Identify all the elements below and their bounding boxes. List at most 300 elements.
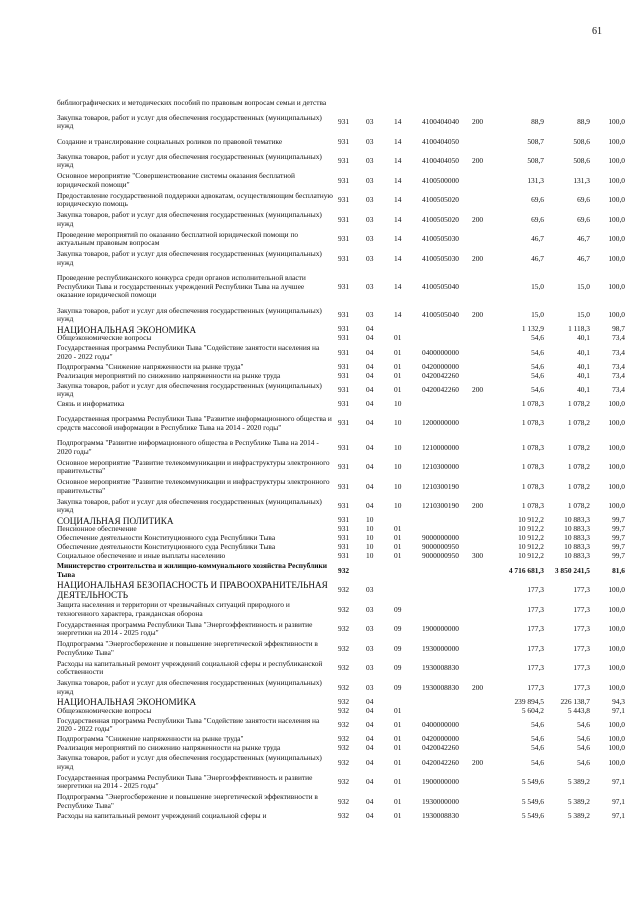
row-executed-amount-cell: 69,6 — [577, 214, 590, 224]
row-name-cell: Закупка товаров, работ и услуг для обеспечения государственных (муниципальных) нужд — [57, 151, 322, 170]
row-execution-percent-cell: 100,0 — [608, 604, 625, 614]
table-row — [57, 409, 629, 438]
row-subsection-code-cell: 10 — [394, 481, 402, 491]
row-subsection-code-cell: 14 — [394, 253, 402, 263]
row-execution-percent-cell: 100,0 — [608, 253, 625, 263]
table-row — [57, 343, 629, 363]
row-name-cell: Обеспечение деятельности Конституционного суда Республики Тыва — [57, 533, 276, 543]
row-subsection-code-cell: 01 — [394, 333, 402, 343]
row-section-code-cell: 04 — [366, 501, 374, 511]
row-executed-amount-cell: 177,3 — [573, 682, 590, 692]
row-subsection-code-cell: 14 — [394, 310, 402, 320]
row-execution-percent-cell: 99,7 — [612, 551, 625, 561]
row-target-article-cell: 1210300190 — [422, 501, 459, 511]
row-department-code-cell: 932 — [338, 720, 350, 730]
row-department-code-cell: 932 — [338, 604, 350, 614]
row-subsection-code-cell: 10 — [394, 399, 402, 409]
row-name-cell: Реализация мероприятий по снижению напряженности на рынке труда — [57, 370, 281, 380]
row-execution-percent-cell: 97,1 — [612, 705, 625, 715]
row-name-cell: Создание и транслирование социальных роликов по правовой тематике — [57, 136, 283, 146]
row-executed-amount-cell: 177,3 — [573, 624, 590, 634]
row-executed-amount-cell: 10 883,3 — [564, 551, 590, 561]
row-planned-amount-cell: 5 549,6 — [521, 796, 544, 806]
table-row — [57, 620, 629, 640]
row-planned-amount-cell: 1 078,3 — [521, 481, 544, 491]
row-department-code-cell: 931 — [338, 324, 350, 334]
row-subsection-code-cell: 09 — [394, 604, 402, 614]
row-execution-percent-cell: 100,0 — [608, 501, 625, 511]
row-planned-amount-cell: 88,9 — [531, 117, 544, 127]
row-planned-amount-cell: 54,6 — [531, 361, 544, 371]
row-section-code-cell: 04 — [366, 324, 374, 334]
row-expense-type-cell: 200 — [472, 757, 484, 767]
row-name-cell: Основное мероприятие "Совершенствование системы оказания бесплатной юридической помощи" — [57, 171, 295, 189]
row-subsection-code-cell: 01 — [394, 542, 402, 552]
row-expense-type-cell: 200 — [472, 501, 484, 511]
row-department-code-cell: 931 — [338, 195, 350, 205]
row-name-cell: Закупка товаров, работ и услуг для обеспечения государственных (муниципальных) нужд — [57, 678, 322, 696]
row-name-cell: Расходы на капитальный ремонт учреждений социальной сферы и — [57, 810, 267, 820]
table-row — [57, 210, 629, 230]
table-row — [57, 753, 629, 773]
row-executed-amount-cell: 1 118,3 — [568, 324, 590, 334]
row-execution-percent-cell: 100,0 — [608, 214, 625, 224]
row-name-cell: Министерство строительства и жилищно-коммунального хозяйства Республики Тыва — [57, 561, 328, 579]
row-section-code-cell: 04 — [366, 347, 374, 357]
table-row — [57, 249, 629, 269]
table-row — [57, 678, 629, 698]
row-section-code-cell: 03 — [366, 585, 374, 595]
row-expense-type-cell: 200 — [472, 310, 484, 320]
row-executed-amount-cell: 1 078,2 — [567, 418, 590, 428]
row-execution-percent-cell: 100,0 — [608, 624, 625, 634]
row-executed-amount-cell: 1 078,2 — [567, 501, 590, 511]
row-target-article-cell: 1900000000 — [422, 624, 459, 634]
row-planned-amount-cell: 177,3 — [527, 624, 544, 634]
table-row — [57, 561, 629, 581]
row-planned-amount-cell: 69,6 — [531, 195, 544, 205]
row-section-code-cell: 10 — [366, 542, 374, 552]
row-execution-percent-cell: 100,0 — [608, 743, 625, 753]
row-subsection-code-cell: 01 — [394, 361, 402, 371]
row-executed-amount-cell: 40,1 — [577, 333, 590, 343]
row-name-cell: Подпрограмма "Развитие информационного общества в Республике Тыва на 2014 - 2020 годы" — [57, 438, 319, 456]
row-executed-amount-cell: 40,1 — [577, 370, 590, 380]
table-row — [57, 773, 629, 793]
row-department-code-cell: 931 — [338, 370, 350, 380]
row-section-code-cell: 03 — [366, 156, 374, 166]
row-execution-percent-cell: 73,4 — [612, 347, 625, 357]
row-subsection-code-cell: 01 — [394, 777, 402, 787]
row-planned-amount-cell: 46,7 — [531, 253, 544, 263]
row-planned-amount-cell: 508,7 — [527, 136, 544, 146]
table-row — [57, 707, 629, 716]
table-row — [57, 552, 629, 561]
row-planned-amount-cell: 54,6 — [531, 734, 544, 744]
row-executed-amount-cell: 177,3 — [573, 663, 590, 673]
row-section-code-cell: 04 — [366, 796, 374, 806]
row-section-code-cell: 03 — [366, 195, 374, 205]
row-target-article-cell: 1930008830 — [422, 663, 459, 673]
row-section-code-cell: 03 — [366, 624, 374, 634]
row-target-article-cell: 9000000950 — [422, 542, 459, 552]
row-executed-amount-cell: 131,3 — [573, 175, 590, 185]
row-executed-amount-cell: 226 138,7 — [560, 696, 590, 706]
row-department-code-cell: 932 — [338, 696, 350, 706]
row-section-code-cell: 03 — [366, 682, 374, 692]
row-execution-percent-cell: 99,7 — [612, 515, 625, 525]
table-row — [57, 477, 629, 497]
row-section-code-cell: 04 — [366, 696, 374, 706]
row-department-code-cell: 931 — [338, 481, 350, 491]
row-subsection-code-cell: 10 — [394, 462, 402, 472]
row-name-cell: Подпрограмма "Снижение напряженности на рынке труда" — [57, 361, 244, 371]
row-name-cell: Защита населения и территории от чрезвычайных ситуаций природного и техногенного характера, гражданская оборона — [57, 600, 290, 618]
row-name-cell: Закупка товаров, работ и услуг для обеспечения государственных (муниципальных) нужд — [57, 112, 322, 131]
row-target-article-cell: 4100505040 — [422, 310, 459, 320]
row-target-article-cell: 4100505040 — [422, 281, 459, 291]
row-name-cell: Закупка товаров, работ и услуг для обеспечения государственных (муниципальных) нужд — [57, 496, 322, 515]
row-section-code-cell: 04 — [366, 462, 374, 472]
row-planned-amount-cell: 10 912,2 — [518, 542, 544, 552]
row-execution-percent-cell: 100,0 — [608, 156, 625, 166]
row-planned-amount-cell: 239 894,5 — [514, 696, 544, 706]
row-executed-amount-cell: 5 443,8 — [567, 705, 590, 715]
row-subsection-code-cell: 01 — [394, 370, 402, 380]
row-name-cell: Закупка товаров, работ и услуг для обеспечения государственных (муниципальных) нужд — [57, 753, 322, 771]
row-name-cell: НАЦИОНАЛЬНАЯ БЕЗОПАСНОСТЬ И ПРАВООХРАНИТЕЛЬНАЯ ДЕЯТЕЛЬНОСТЬ — [57, 580, 328, 601]
table-row — [57, 792, 629, 812]
row-execution-percent-cell: 100,0 — [608, 481, 625, 491]
row-section-code-cell: 04 — [366, 442, 374, 452]
row-execution-percent-cell: 73,4 — [612, 333, 625, 343]
row-planned-amount-cell: 10 912,2 — [518, 551, 544, 561]
row-planned-amount-cell: 1 078,3 — [521, 418, 544, 428]
row-name-cell: Проведение мероприятий по оказанию бесплатной юридической помощи по актуальным правовым вопросам — [57, 229, 299, 248]
row-department-code-cell: 931 — [338, 551, 350, 561]
row-subsection-code-cell: 01 — [394, 796, 402, 806]
row-planned-amount-cell: 10 912,2 — [518, 533, 544, 543]
row-executed-amount-cell: 40,1 — [577, 385, 590, 395]
row-target-article-cell: 4100404050 — [422, 156, 459, 166]
row-executed-amount-cell: 54,6 — [577, 720, 590, 730]
row-executed-amount-cell: 54,6 — [577, 757, 590, 767]
row-target-article-cell: 0420042260 — [422, 757, 459, 767]
row-name-cell: Общеэкономические вопросы — [57, 333, 152, 343]
row-department-code-cell: 932 — [338, 777, 350, 787]
row-subsection-code-cell: 10 — [394, 501, 402, 511]
row-planned-amount-cell: 5 549,6 — [521, 810, 544, 820]
row-section-code-cell: 03 — [366, 253, 374, 263]
row-section-code-cell: 04 — [366, 385, 374, 395]
row-subsection-code-cell: 01 — [394, 524, 402, 534]
table-row — [57, 334, 629, 343]
row-subsection-code-cell: 01 — [394, 533, 402, 543]
row-planned-amount-cell: 177,3 — [527, 682, 544, 692]
row-department-code-cell: 932 — [338, 643, 350, 653]
row-target-article-cell: 4100505020 — [422, 214, 459, 224]
row-section-code-cell: 03 — [366, 281, 374, 291]
row-subsection-code-cell: 09 — [394, 682, 402, 692]
row-department-code-cell: 931 — [338, 361, 350, 371]
row-subsection-code-cell: 10 — [394, 418, 402, 428]
row-section-code-cell: 04 — [366, 333, 374, 343]
row-executed-amount-cell: 40,1 — [577, 347, 590, 357]
row-executed-amount-cell: 177,3 — [573, 643, 590, 653]
row-planned-amount-cell: 54,6 — [531, 333, 544, 343]
row-executed-amount-cell: 177,3 — [573, 585, 590, 595]
row-execution-percent-cell: 97,1 — [612, 796, 625, 806]
row-section-code-cell: 04 — [366, 705, 374, 715]
row-executed-amount-cell: 46,7 — [577, 253, 590, 263]
row-target-article-cell: 0420042260 — [422, 743, 459, 753]
table-row — [57, 269, 629, 306]
row-section-code-cell: 04 — [366, 743, 374, 753]
row-planned-amount-cell: 508,7 — [527, 156, 544, 166]
row-name-cell: Расходы на капитальный ремонт учреждений социальной сферы и республиканской собственности — [57, 658, 323, 677]
row-department-code-cell: 931 — [338, 399, 350, 409]
row-planned-amount-cell: 1 078,3 — [521, 462, 544, 472]
row-target-article-cell: 1930008830 — [422, 682, 459, 692]
table-row — [57, 306, 629, 326]
row-executed-amount-cell: 10 883,3 — [564, 524, 590, 534]
row-executed-amount-cell: 54,6 — [577, 743, 590, 753]
row-subsection-code-cell: 09 — [394, 663, 402, 673]
row-department-code-cell: 931 — [338, 542, 350, 552]
row-target-article-cell: 4100505030 — [422, 253, 459, 263]
row-target-article-cell: 4100505020 — [422, 195, 459, 205]
row-executed-amount-cell: 1 078,2 — [567, 462, 590, 472]
row-section-code-cell: 04 — [366, 734, 374, 744]
row-section-code-cell: 04 — [366, 810, 374, 820]
row-name-cell: Закупка товаров, работ и услуг для обеспечения государственных (муниципальных) нужд — [57, 380, 322, 399]
row-planned-amount-cell: 54,6 — [531, 720, 544, 730]
table-row — [57, 132, 629, 152]
row-execution-percent-cell: 100,0 — [608, 757, 625, 767]
row-executed-amount-cell: 1 078,2 — [567, 399, 590, 409]
row-execution-percent-cell: 97,1 — [612, 810, 625, 820]
row-executed-amount-cell: 508,6 — [573, 136, 590, 146]
row-section-code-cell: 03 — [366, 175, 374, 185]
row-subsection-code-cell: 09 — [394, 643, 402, 653]
row-execution-percent-cell: 100,0 — [608, 281, 625, 291]
row-planned-amount-cell: 1 078,3 — [521, 501, 544, 511]
row-name-cell: Государственная программа Республики Тыва "Энергоэффективность и развитие энергетики на 2014 - 2025 годы" — [57, 772, 313, 791]
row-department-code-cell: 931 — [338, 253, 350, 263]
row-section-code-cell: 03 — [366, 136, 374, 146]
row-target-article-cell: 0420000000 — [422, 361, 459, 371]
row-expense-type-cell: 200 — [472, 214, 484, 224]
row-execution-percent-cell: 99,7 — [612, 533, 625, 543]
row-name-cell: НАЦИОНАЛЬНАЯ ЭКОНОМИКА — [57, 324, 197, 335]
row-subsection-code-cell: 01 — [394, 757, 402, 767]
row-executed-amount-cell: 508,6 — [573, 156, 590, 166]
row-name-cell: Государственная программа Республики Тыва "Развитие информационного общества и средств массовой информации в Республике Тыва на 2014 - 2020 годы" — [57, 414, 332, 432]
row-department-code-cell: 931 — [338, 418, 350, 428]
row-target-article-cell: 0420042260 — [422, 385, 459, 395]
row-section-code-cell: 04 — [366, 399, 374, 409]
row-target-article-cell: 1210300000 — [422, 462, 459, 472]
row-expense-type-cell: 300 — [472, 551, 484, 561]
table-row — [57, 716, 629, 736]
row-target-article-cell: 1200000000 — [422, 418, 459, 428]
row-subsection-code-cell: 14 — [394, 136, 402, 146]
row-execution-percent-cell: 73,4 — [612, 361, 625, 371]
table-row — [57, 191, 629, 211]
row-department-code-cell: 931 — [338, 442, 350, 452]
row-execution-percent-cell: 81,6 — [612, 565, 625, 575]
row-execution-percent-cell: 99,7 — [612, 542, 625, 552]
row-planned-amount-cell: 1 078,3 — [521, 442, 544, 452]
row-name-cell: НАЦИОНАЛЬНАЯ ЭКОНОМИКА — [57, 697, 197, 707]
row-executed-amount-cell: 10 883,3 — [564, 542, 590, 552]
row-name-cell: Проведение республиканского конкурса среди органов исполнительной власти Республики Тыва и государственных учреждений Республики Тыва на лучшее оказание юридической помощи — [57, 273, 306, 300]
row-executed-amount-cell: 1 078,2 — [567, 481, 590, 491]
row-department-code-cell: 931 — [338, 310, 350, 320]
row-name-cell: Основное мероприятие "Развитие телекоммуникации и инфраструктуры электронного правительства" — [57, 477, 330, 495]
row-section-code-cell: 03 — [366, 643, 374, 653]
row-subsection-code-cell: 14 — [394, 234, 402, 244]
row-name-cell: Обеспечение деятельности Конституционного суда Республики Тыва — [57, 542, 276, 552]
row-subsection-code-cell: 01 — [394, 347, 402, 357]
row-department-code-cell: 931 — [338, 524, 350, 534]
row-name-cell: Государственная программа Республики Тыва "Энергоэффективность и развитие энергетики на 2014 - 2025 годы" — [57, 619, 313, 638]
row-execution-percent-cell: 100,0 — [608, 585, 625, 595]
row-department-code-cell: 931 — [338, 156, 350, 166]
row-subsection-code-cell: 01 — [394, 551, 402, 561]
row-section-code-cell: 04 — [366, 757, 374, 767]
row-planned-amount-cell: 46,7 — [531, 234, 544, 244]
row-subsection-code-cell: 01 — [394, 385, 402, 395]
row-executed-amount-cell: 15,0 — [577, 310, 590, 320]
row-planned-amount-cell: 10 912,2 — [518, 524, 544, 534]
table-row — [57, 497, 629, 517]
row-planned-amount-cell: 177,3 — [527, 643, 544, 653]
row-department-code-cell: 931 — [338, 136, 350, 146]
row-name-cell: СОЦИАЛЬНАЯ ПОЛИТИКА — [57, 515, 174, 526]
row-name-cell: Социальное обеспечение и иные выплаты населению — [57, 551, 226, 561]
row-target-article-cell: 1210300190 — [422, 481, 459, 491]
table-row — [57, 458, 629, 478]
row-planned-amount-cell: 177,3 — [527, 604, 544, 614]
row-section-code-cell: 03 — [366, 663, 374, 673]
row-name-cell: Реализация мероприятий по снижению напряженности на рынке труда — [57, 743, 281, 753]
row-subsection-code-cell: 01 — [394, 734, 402, 744]
row-executed-amount-cell: 54,6 — [577, 734, 590, 744]
row-target-article-cell: 1210000000 — [422, 442, 459, 452]
row-name-cell: Государственная программа Республики Тыва "Содействие занятости населения на 2020 - 2022 годы" — [57, 343, 320, 361]
row-execution-percent-cell: 98,7 — [612, 324, 625, 334]
row-subsection-code-cell: 14 — [394, 281, 402, 291]
row-section-code-cell: 04 — [366, 418, 374, 428]
row-department-code-cell: 931 — [338, 385, 350, 395]
row-target-article-cell: 0420042260 — [422, 370, 459, 380]
row-executed-amount-cell: 40,1 — [577, 361, 590, 371]
row-name-cell: Подпрограмма "Энергосбережение и повышение энергетической эффективности в Республике Тыва" — [57, 792, 318, 810]
row-section-code-cell: 10 — [366, 533, 374, 543]
table-row — [57, 171, 629, 191]
row-target-article-cell: 1900000000 — [422, 777, 459, 787]
row-planned-amount-cell: 177,3 — [527, 663, 544, 673]
row-section-code-cell: 10 — [366, 524, 374, 534]
row-executed-amount-cell: 177,3 — [573, 604, 590, 614]
row-execution-percent-cell: 94,3 — [612, 696, 625, 706]
row-department-code-cell: 931 — [338, 501, 350, 511]
row-section-code-cell: 04 — [366, 361, 374, 371]
row-execution-percent-cell: 100,0 — [608, 734, 625, 744]
row-planned-amount-cell: 54,6 — [531, 757, 544, 767]
row-department-code-cell: 932 — [338, 585, 350, 595]
row-target-article-cell: 4100500000 — [422, 175, 459, 185]
row-department-code-cell: 932 — [338, 743, 350, 753]
row-department-code-cell: 932 — [338, 624, 350, 634]
row-subsection-code-cell: 14 — [394, 195, 402, 205]
row-department-code-cell: 932 — [338, 663, 350, 673]
row-department-code-cell: 931 — [338, 214, 350, 224]
row-executed-amount-cell: 69,6 — [577, 195, 590, 205]
row-execution-percent-cell: 100,0 — [608, 399, 625, 409]
row-section-code-cell: 04 — [366, 370, 374, 380]
row-department-code-cell: 932 — [338, 796, 350, 806]
table-row — [57, 381, 629, 401]
row-execution-percent-cell: 100,0 — [608, 682, 625, 692]
row-planned-amount-cell: 131,3 — [527, 175, 544, 185]
table-row — [57, 113, 629, 133]
row-department-code-cell: 931 — [338, 462, 350, 472]
row-name-cell: Закупка товаров, работ и услуг для обеспечения государственных (муниципальных) нужд — [57, 249, 322, 267]
table-row — [57, 600, 629, 620]
row-name-cell: Государственная программа Республики Тыва "Содействие занятости населения на 2020 - 2022 годы" — [57, 715, 320, 734]
row-subsection-code-cell: 01 — [394, 720, 402, 730]
row-department-code-cell: 931 — [338, 347, 350, 357]
row-department-code-cell: 931 — [338, 281, 350, 291]
row-department-code-cell: 931 — [338, 333, 350, 343]
row-target-article-cell: 4100404040 — [422, 117, 459, 127]
row-execution-percent-cell: 100,0 — [608, 175, 625, 185]
row-department-code-cell: 932 — [338, 734, 350, 744]
row-planned-amount-cell: 177,3 — [527, 585, 544, 595]
row-expense-type-cell: 200 — [472, 253, 484, 263]
table-row — [57, 230, 629, 250]
row-target-article-cell: 1930000000 — [422, 796, 459, 806]
row-execution-percent-cell: 100,0 — [608, 643, 625, 653]
row-target-article-cell: 0420000000 — [422, 734, 459, 744]
row-section-code-cell: 04 — [366, 720, 374, 730]
table-row — [57, 744, 629, 753]
row-name-cell: Пенсионное обеспечение — [57, 524, 137, 534]
row-execution-percent-cell: 100,0 — [608, 663, 625, 673]
table-row — [57, 400, 629, 409]
row-department-code-cell: 932 — [338, 757, 350, 767]
row-section-code-cell: 03 — [366, 234, 374, 244]
row-section-code-cell: 04 — [366, 481, 374, 491]
row-name-cell: Закупка товаров, работ и услуг для обеспечения государственных (муниципальных) нужд — [57, 210, 322, 228]
row-subsection-code-cell: 01 — [394, 705, 402, 715]
row-expense-type-cell: 200 — [472, 385, 484, 395]
row-planned-amount-cell: 15,0 — [531, 310, 544, 320]
row-execution-percent-cell: 73,4 — [612, 385, 625, 395]
table-row — [57, 812, 629, 821]
row-planned-amount-cell: 4 716 681,3 — [508, 565, 544, 575]
row-planned-amount-cell: 1 078,3 — [521, 399, 544, 409]
row-target-article-cell: 1930008830 — [422, 810, 459, 820]
row-planned-amount-cell: 54,6 — [531, 743, 544, 753]
row-execution-percent-cell: 100,0 — [608, 720, 625, 730]
row-subsection-code-cell: 14 — [394, 156, 402, 166]
table-row — [57, 438, 629, 458]
row-executed-amount-cell: 1 078,2 — [567, 442, 590, 452]
row-target-article-cell: 9000000950 — [422, 551, 459, 561]
